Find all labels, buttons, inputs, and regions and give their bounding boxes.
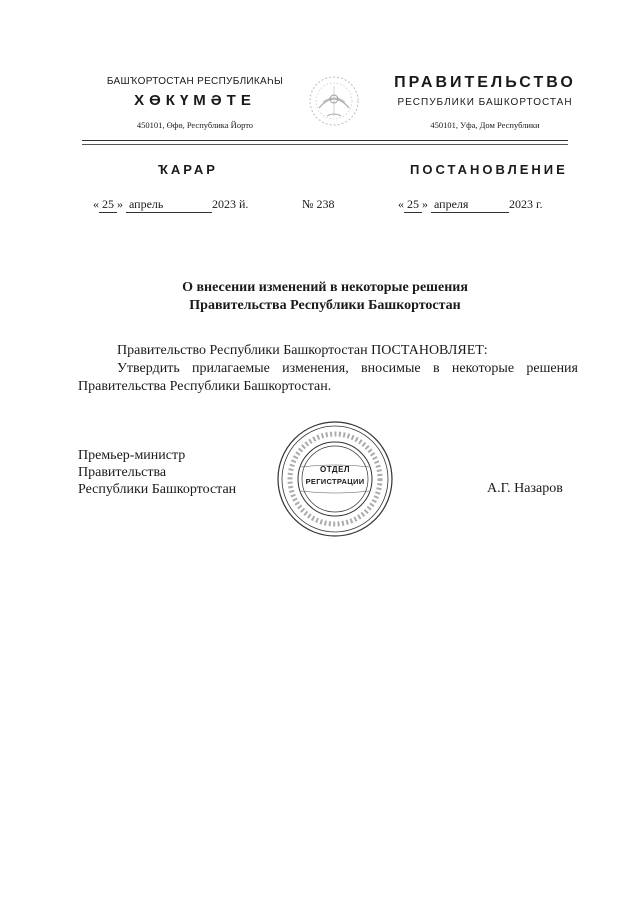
- date-left-open: «: [93, 197, 99, 211]
- header-left-address: 450101, Өфө, Республика Йорто: [136, 120, 254, 130]
- body-line2: Утвердить прилагаемые изменения, вносимые в некоторые решения: [117, 361, 578, 376]
- registration-stamp: [275, 419, 395, 539]
- document-title: [80, 279, 570, 315]
- date-right-day: 25: [404, 197, 422, 213]
- signatory-name: А.Г. Назаров: [487, 481, 563, 496]
- body-line3: Правительства Республики Башкортостан.: [78, 379, 332, 394]
- header-divider-thin: [82, 144, 568, 145]
- date-right: [398, 197, 543, 213]
- document-title-line1: О внесении изменений в некоторые решения: [182, 280, 468, 295]
- date-right-close: »: [422, 197, 428, 211]
- signatory-position: [78, 447, 236, 498]
- emblem: [305, 72, 363, 130]
- date-left-month: апрель: [126, 197, 212, 213]
- decree-kind-right: ПОСТАНОВЛЕНИЕ: [410, 162, 568, 177]
- date-left: [93, 197, 248, 213]
- stamp-text-line2: РЕГИСТРАЦИИ: [305, 477, 365, 486]
- coat-of-arms-icon: [305, 72, 363, 130]
- signatory-position-line3: Республики Башкортостан: [78, 482, 237, 497]
- signatory-position-line1: Премьер-министр: [78, 448, 186, 463]
- header-left-government: ХӨКҮМӘТЕ: [134, 92, 256, 109]
- date-left-close: »: [117, 197, 123, 211]
- date-right-open: «: [398, 197, 404, 211]
- body-line1: Правительство Республики Башкортостан ПОСТАНОВЛЯЕТ:: [117, 343, 488, 358]
- header-right-government: ПРАВИТЕЛЬСТВО: [394, 74, 576, 91]
- header-right-republic: РЕСПУБЛИКИ БАШКОРТОСТАН: [397, 97, 573, 108]
- header-right-address: 450101, Уфа, Дом Республики: [430, 120, 540, 130]
- header-divider: [82, 140, 568, 141]
- date-left-year: 2023 й.: [212, 197, 249, 211]
- date-right-year: 2023 г.: [509, 197, 543, 211]
- document-title-line2: Правительства Республики Башкортостан: [189, 298, 461, 313]
- signatory-position-line2: Правительства: [78, 465, 167, 480]
- header-left-republic: БАШҠОРТОСТАН РЕСПУБЛИКАҺЫ: [106, 76, 284, 87]
- decree-number: № 238: [302, 197, 335, 211]
- date-right-month: апреля: [431, 197, 509, 213]
- date-left-day: 25: [99, 197, 117, 213]
- stamp-text-line1: ОТДЕЛ: [319, 465, 351, 474]
- decree-kind-left: ҠАРАР: [158, 162, 218, 177]
